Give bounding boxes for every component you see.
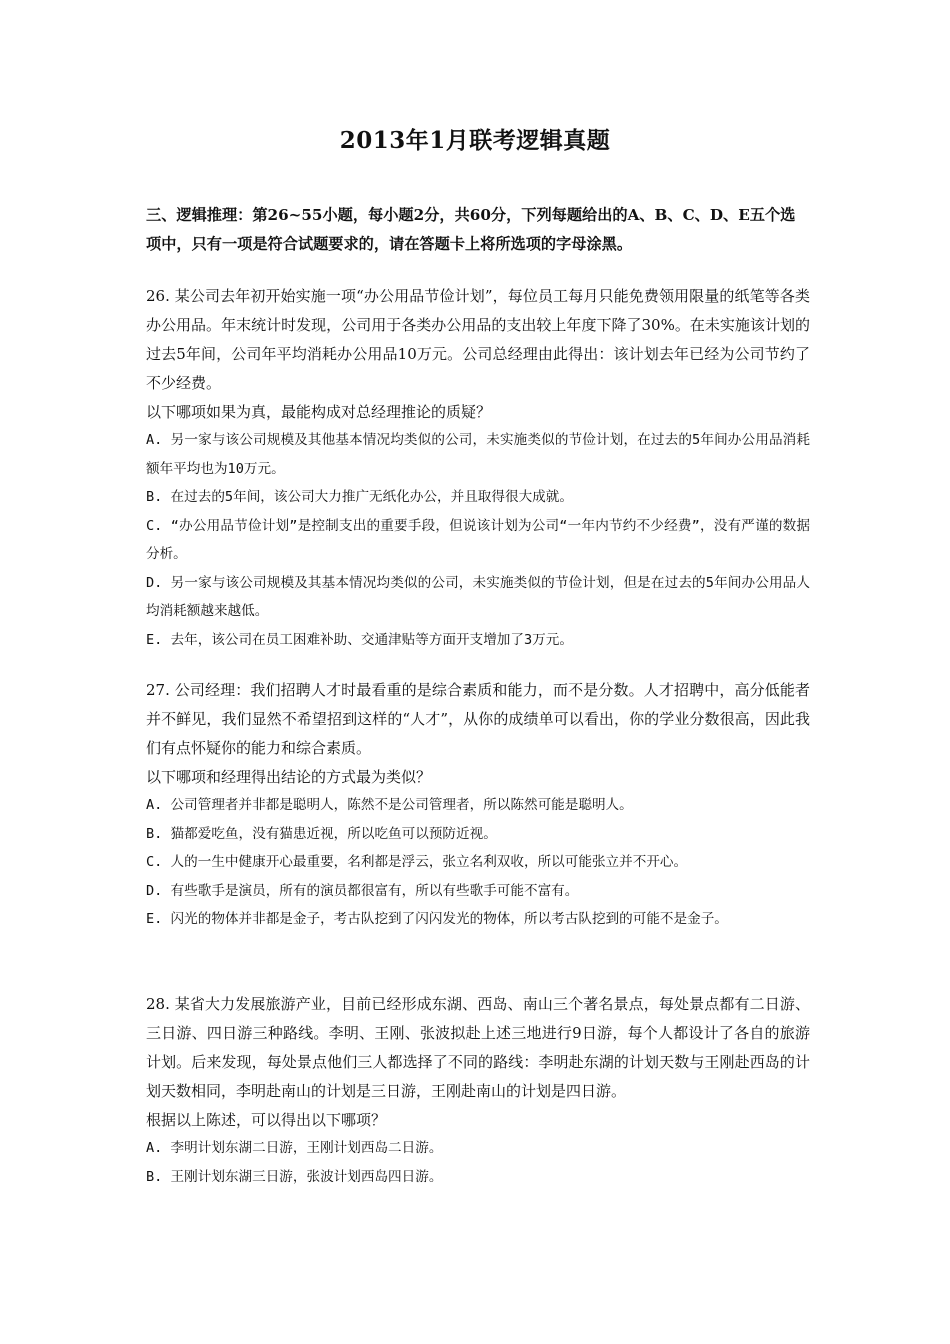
question-prompt: 根据以上陈述，可以得出以下哪项？	[146, 1111, 387, 1129]
option-a: A. 公司管理者并非都是聪明人，陈然不是公司管理者，所以陈然可能是聪明人。	[146, 797, 633, 813]
option-c: C. 人的一生中健康开心最重要，名利都是浮云，张立名利双收，所以可能张立并不开心。	[146, 854, 688, 870]
section-instructions: 三、逻辑推理：第26~55小题，每小题2分，共60分，下列每题给出的A、B、C、D、E五个选项中，只有一项是符合试题要求的，请在答题卡上将所选项的字母涂黑。	[146, 206, 796, 253]
question-prompt: 以下哪项和经理得出结论的方式最为类似？	[146, 768, 432, 786]
option-e: E. 去年，该公司在员工困难补助、交通津贴等方面开支增加了3万元。	[146, 631, 573, 648]
question-stem: 26. 某公司去年初开始实施一项“办公用品节俭计划”，每位员工每月只能免费领用限量的纸笔等各类办公用品。年末统计时发现，公司用于各类办公用品的支出较上年度下降了30%。在未实施该计划的过去5年间，公司年平均消耗办公用品10万元。公司总经理由此得出：该计划去年已经为公司节约了不少经费。	[146, 287, 810, 392]
option-a: A. 另一家与该公司规模及其他基本情况均类似的公司，未实施类似的节俭计划，在过去的5年间办公用品消耗额年平均也为10万元。	[146, 432, 810, 477]
question-27	[146, 676, 810, 934]
option-b: B. 猫都爱吃鱼，没有猫患近视，所以吃鱼可以预防近视。	[146, 825, 497, 842]
option-a: A. 李明计划东湖二日游，王刚计划西岛二日游。	[146, 1140, 443, 1156]
option-c: C. “办公用品节俭计划”是控制支出的重要手段，但说该计划为公司“一年内节约不少经费”，没有严谨的数据分析。	[146, 517, 810, 562]
option-b: B. 王刚计划东湖三日游，张波计划西岛四日游。	[146, 1168, 443, 1185]
question-26	[146, 282, 810, 654]
question-stem: 27. 公司经理：我们招聘人才时最看重的是综合素质和能力，而不是分数。人才招聘中，高分低能者并不鲜见，我们显然不希望招到这样的“人才”，从你的成绩单可以看出，你的学业分数很高，因此我们有点怀疑你的能力和综合素质。	[146, 681, 810, 757]
question-stem: 28. 某省大力发展旅游产业，目前已经形成东湖、西岛、南山三个著名景点，每处景点都有二日游、三日游、四日游三种路线。李明、王刚、张波拟赴上述三地进行9日游，每个人都设计了各自的旅游计划。后来发现，每处景点他们三人都选择了不同的路线：李明赴东湖的计划天数与王刚赴西岛的计划天数相同，李明赴南山的计划是三日游，王刚赴南山的计划是四日游。	[146, 995, 810, 1100]
option-d: D. 另一家与该公司规模及其基本情况均类似的公司，未实施类似的节俭计划，但是在过去的5年间办公用品人均消耗额越来越低。	[146, 574, 810, 619]
option-d: D. 有些歌手是演员，所有的演员都很富有，所以有些歌手可能不富有。	[146, 882, 579, 899]
question-prompt: 以下哪项如果为真，最能构成对总经理推论的质疑？	[146, 403, 492, 421]
document-title: 2013年1月联考逻辑真题	[339, 127, 611, 154]
question-28	[146, 990, 810, 1191]
option-b: B. 在过去的5年间，该公司大力推广无纸化办公，并且取得很大成就。	[146, 489, 573, 505]
option-e: E. 闪光的物体并非都是金子，考古队挖到了闪闪发光的物体，所以考古队挖到的可能不是金子。	[146, 911, 728, 927]
